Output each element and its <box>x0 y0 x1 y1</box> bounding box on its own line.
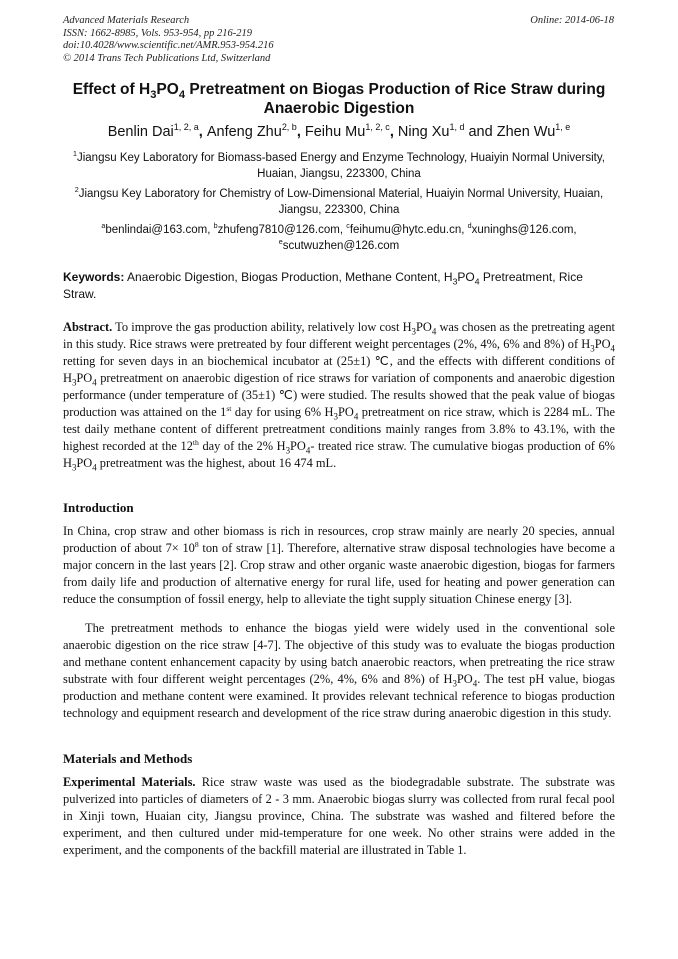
author-name: Anfeng Zhu <box>206 124 282 140</box>
title-line-2: Anaerobic Digestion <box>263 100 415 117</box>
keywords: Keywords: Anaerobic Digestion, Biogas Production, Methane Content, $H_3PO_4$ Pretreatment, Rice Straw. <box>63 270 583 301</box>
issn-line: ISSN: 1662-8985, Vols. 953-954, pp 216-219 <box>63 27 252 39</box>
methods-label: Experimental Materials. <box>63 775 196 789</box>
methods-heading: Materials and Methods <box>63 751 193 766</box>
author-name: Feihu Mu <box>304 124 366 140</box>
abstract: Abstract. To improve the gas production ability, relatively low cost $H_3PO_4$ was chosen as the pretreating agent in this study. Rice straws were pretreated by four different weight percentages (2%, 4%, 6% and 8%) of $H_3PO_4$ retting for seven days in an biochemical incubator at (25±1) ℃, and the effects with different conditions of $H_3PO_4$ pretreatment on anaerobic digestion of rice straws for variation of components and anaerobic digestion performance (under temperature of (35±1) ℃) were studied. The results showed that the peak value of biogas production was attained on the 1st day for using 6% $H_3PO_4$ pretreatment on rice straw, which is 2284 mL. The test daily methane content of different pretreatment conditions mainly ranges from 3.8% to 43.1%, with the highest recorded at the 12th day of the 2% $H_3PO_4-$ treated rice straw. The cumulative biogas production of 6% $H_3PO_4$ pretreatment was the highest, about 16 474 mL. <box>63 320 616 473</box>
email-link[interactable]: feihumu@hytc.edu.cn, <box>349 224 468 236</box>
affiliation-1: $^1$Jiangsu Key Laboratory for Biomass-based Energy and Enzyme Technology, Huaiyin Normal University, Huaian, Jiangsu, 223300, China <box>73 150 605 180</box>
journal-header <box>63 15 274 65</box>
author-name: Ning Xu <box>397 124 450 140</box>
abstract-label: Abstract. <box>63 320 113 334</box>
introduction-paragraph-1: In China, crop straw and other biomass is rich in resources, crop straw mainly are nearly 20 species, annual production of about $7\times 10^8$ ton of straw [1]. Therefore, alternative straw disposal technologies have become a major concern in the last years [2]. Crop straw and other organic waste anaerobic digestion, biogas for farmers from daily life and production of alternative energy for rural life, used for heating and power generation can reduce the consumption of fossil energy, help to alleviate the tight supply situation Chinese energy [3]. <box>63 524 616 606</box>
affiliation-2: $^2$Jiangsu Key Laboratory for Chemistry of Low-Dimensional Material, Huaiyin Normal University, Huaian, Jiangsu, 223300, China <box>74 186 604 216</box>
methods-paragraph: Experimental Materials. Rice straw waste was used as the biodegradable substrate. The substrate was pulverized into particles of diameters of 2 - 3 mm. Anaerobic biogas slurry was collected from rural fecal pool in Xinji town, Huaian city, Jiangsu province, China. The substrate was washed and filtered before the experiment, and then cultured under mid-temperature for one week. No other strains were added in the experiment, and the components of the backfill material are illustrated in Table 1. <box>63 775 616 857</box>
introduction-paragraph-2: The pretreatment methods to enhance the biogas yield were widely used in the conventional sole anaerobic digestion on the rice straw [4-7]. The objective of this study was to evaluate the biogas production and methane content enhancement capacity by using batch anaerobic reactors, when pretreating the rice straw substrate with four different weight percentages (2%, 4%, 6% and 8%) of $H_3PO_4$. The test pH value, biogas production and methane content were examined. It provides relevant technical reference to biogas production technology and equipment research and development of the rice straw during anaerobic digestion in this study. <box>63 621 615 720</box>
doi-line[interactable]: doi:10.4028/www.scientific.net/AMR.953-954.216 <box>63 40 274 51</box>
email-link[interactable]: zhufeng7810@126.com, <box>217 224 347 236</box>
paper-title: Effect of $H_3PO_4$ Pretreatment on Biogas Production of Rice Straw during Anaerobic Digestion <box>72 81 606 117</box>
introduction-heading: Introduction <box>63 500 134 515</box>
online-date: Online: 2014-06-18 <box>530 15 614 26</box>
keywords-label: Keywords: <box>63 270 125 284</box>
copyright-line: © 2014 Trans Tech Publications Ltd, Switzerland <box>63 52 271 64</box>
journal-name: Advanced Materials Research <box>63 15 190 26</box>
email-link[interactable]: benlindai@163.com, <box>105 224 214 236</box>
author-name: Benlin Dai <box>107 124 174 140</box>
email-list: $^a$benlindai@163.com, $^b$zhufeng7810@126.com, $^c$feihumu@hytc.edu.cn, $^d$xuninghs@126.com, $^e$scutwuzhen@126.com <box>101 222 577 252</box>
email-link[interactable]: xuninghs@126.com, <box>471 224 577 236</box>
email-link[interactable]: scutwuzhen@126.com <box>282 240 400 252</box>
author-name: Zhen Wu <box>496 124 556 140</box>
author-list: Benlin Dai$^{1, 2, a}$, Anfeng Zhu$^{2, b}$, Feihu Mu$^{1, 2, c}$, Ning Xu$^{1, d}$ and Zhen Wu$^{1, e}$ <box>107 122 571 140</box>
